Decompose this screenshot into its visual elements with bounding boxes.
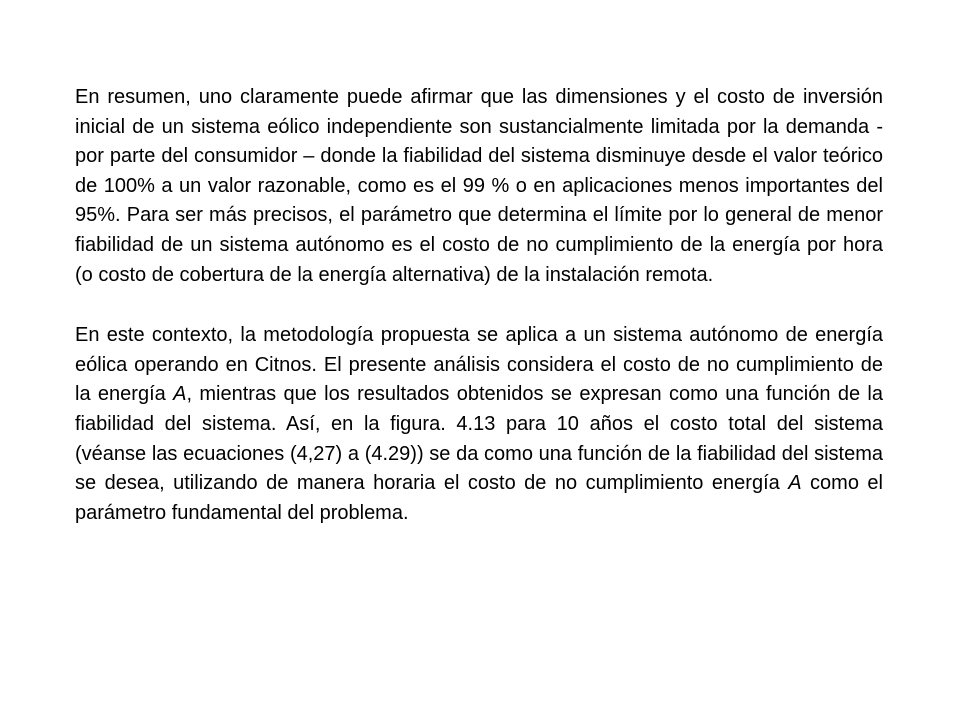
variable-a-italic: A	[173, 383, 187, 406]
paragraph-2-text-a: En este contexto, la metodología propuesta se aplica a un sistema autónomo de energía eólica operando en Citnos. El presente análisis considera el costo de no cumplimiento de la energía	[75, 324, 883, 406]
variable-a-italic-2: A	[788, 472, 802, 495]
body-text	[75, 83, 883, 528]
paragraph-context	[75, 321, 883, 528]
paragraph-1-text: En resumen, uno claramente puede afirmar que las dimensiones y el costo de inversión inicial de un sistema eólico independiente son sustancialmente limitada por la demanda - por parte del consumidor – donde la fiabilidad del sistema disminuye desde el valor teórico de 100% a un valor razonable, como es el 99 % o en aplicaciones menos importantes del 95%. Para ser más precisos, el parámetro que determina el límite por lo general de menor fiabilidad de un sistema autónomo es el costo de no cumplimiento de la energía por hora (o costo de cobertura de la energía alternativa) de la instalación remota.	[75, 86, 883, 286]
paragraph-2-text-c: como el parámetro fundamental del problema.	[75, 472, 884, 524]
paragraph-summary	[75, 83, 883, 290]
paragraph-2-text-b: , mientras que los resultados obtenidos se expresan como una función de la fiabilidad del sistema. Así, en la figura. 4.13 para 10 años el costo total del sistema (véanse las ecuaciones (4,27) a (4.29)) se da como una función de la fiabilidad del sistema se desea, utilizando de manera horaria el costo de no cumplimiento energía	[75, 383, 883, 495]
